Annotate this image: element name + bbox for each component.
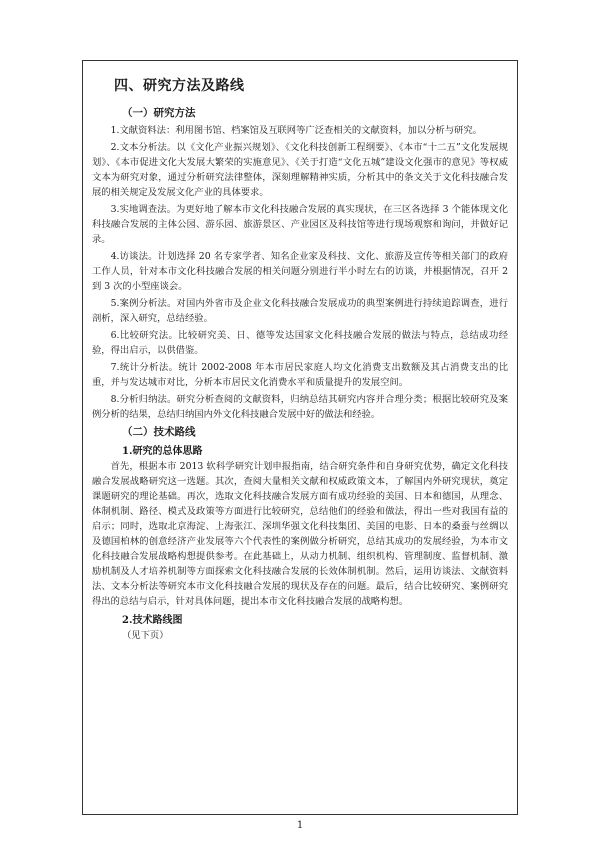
section-title: 四、研究方法及路线 [114, 78, 245, 94]
route-sub1-heading: 1.研究的总体思路 [122, 446, 203, 457]
route-sub2-note: （见下页） [122, 630, 169, 641]
method-item-1: 1.文献资料法：利用图书馆、档案馆及互联网等广泛查相关的文献资料，加以分析与研究。 [110, 125, 483, 136]
methods-heading: （一）研究方法 [122, 107, 196, 119]
method-item-6: 6.比较研究法。比较研究美、日、德等发达国家文化科技融合发展的做法与特点，总结成功经验，得出启示，以供借鉴。 [92, 330, 508, 356]
method-item-5: 5.案例分析法。对国内外省市及企业文化科技融合发展成功的典型案例进行持续追踪调查，进行剖析，深入研究，总结经验。 [92, 298, 508, 324]
method-item-4: 4.访谈法。计划选择 20 名专家学者、知名企业家及科技、文化、旅游及宣传等相关部门的政府工作人员，针对本市文化科技融合发展的相关问题分别进行半小时左右的访谈，并根据情况，召开 2 到 3 次的小型座谈会。 [92, 251, 508, 292]
document-content [92, 75, 508, 643]
method-item-2: 2.文本分析法。以《文化产业振兴规划》、《文化科技创新工程纲要》、《本市“十二五”文化发展规划》、《本市促进文化大发展大繁荣的实施意见》、《关于打造“文化五城”建设文化强市的意见》等权威文本为研究对象，通过分析研究法律整体，深刻理解精神实质，分析其中的条文关于文化科技融合发展的相关规定及发展文化产业的具体要求。 [92, 142, 508, 198]
method-item-3: 3.实地调查法。为更好地了解本市文化科技融合发展的真实现状，在三区各选择 3 个能体现文化科技融合发展的主体公园、游乐园、旅游景区、产业园区及科技馆等进行现场观察和询问，并做好记录。 [92, 204, 508, 245]
method-item-7: 7.统计分析法。统计 2002-2008 年本市居民家庭人均文化消费支出数额及其占消费支出的比重，并与发达城市对比，分析本市居民文化消费水平和质量提升的发展空间。 [92, 362, 508, 388]
method-item-8: 8.分析归纳法。研究分析查阅的文献资料，归纳总结其研究内容并合理分类；根据比较研究及案例分析的结果，总结归纳国内外文化科技融合发展中好的做法和经验。 [92, 394, 508, 420]
page-number: 1 [296, 820, 304, 831]
route-heading: （二）技术路线 [122, 426, 196, 438]
route-sub1-text: 首先，根据本市 2013 软科学研究计划申报指南，结合研究条件和自身研究优势，确定文化科技融合发展战略研究这一选题。其次，查阅大量相关文献和权威政策文本，了解国内外研究现状，奠定课题研究的理论基础。再次，选取文化科技融合发展方面有成功经验的美国、日本和德国，从理念、体制机制、路径、模式及政策等方面进行比较研究，总结他们的经验和做法，得出一些对我国有益的启示；同时，选取北京海淀、上海张江、深圳华强文化科技集团、美国的电影、日本的桑蚕与丝绸以及德国柏林的创意经济产业发展等六个代表性的案例做分析研究，总结其成功的发展经验，为本市文化科技融合发展战略构想提供参考。在此基础上，从动力机制、组织机构、管理制度、监督机制、激励机制及人才培养机制等方面探索文化科技融合发展的长效体制机制。然后，运用访谈法、文献资料法、文本分析法等研究本市文化科技融合发展的现状及存在的问题。最后，结合比较研究、案例研究得出的总结与启示，针对具体问题，提出本市文化科技融合发展的战略构想。 [92, 461, 508, 607]
route-sub2-heading: 2.技术路线图 [122, 615, 183, 626]
